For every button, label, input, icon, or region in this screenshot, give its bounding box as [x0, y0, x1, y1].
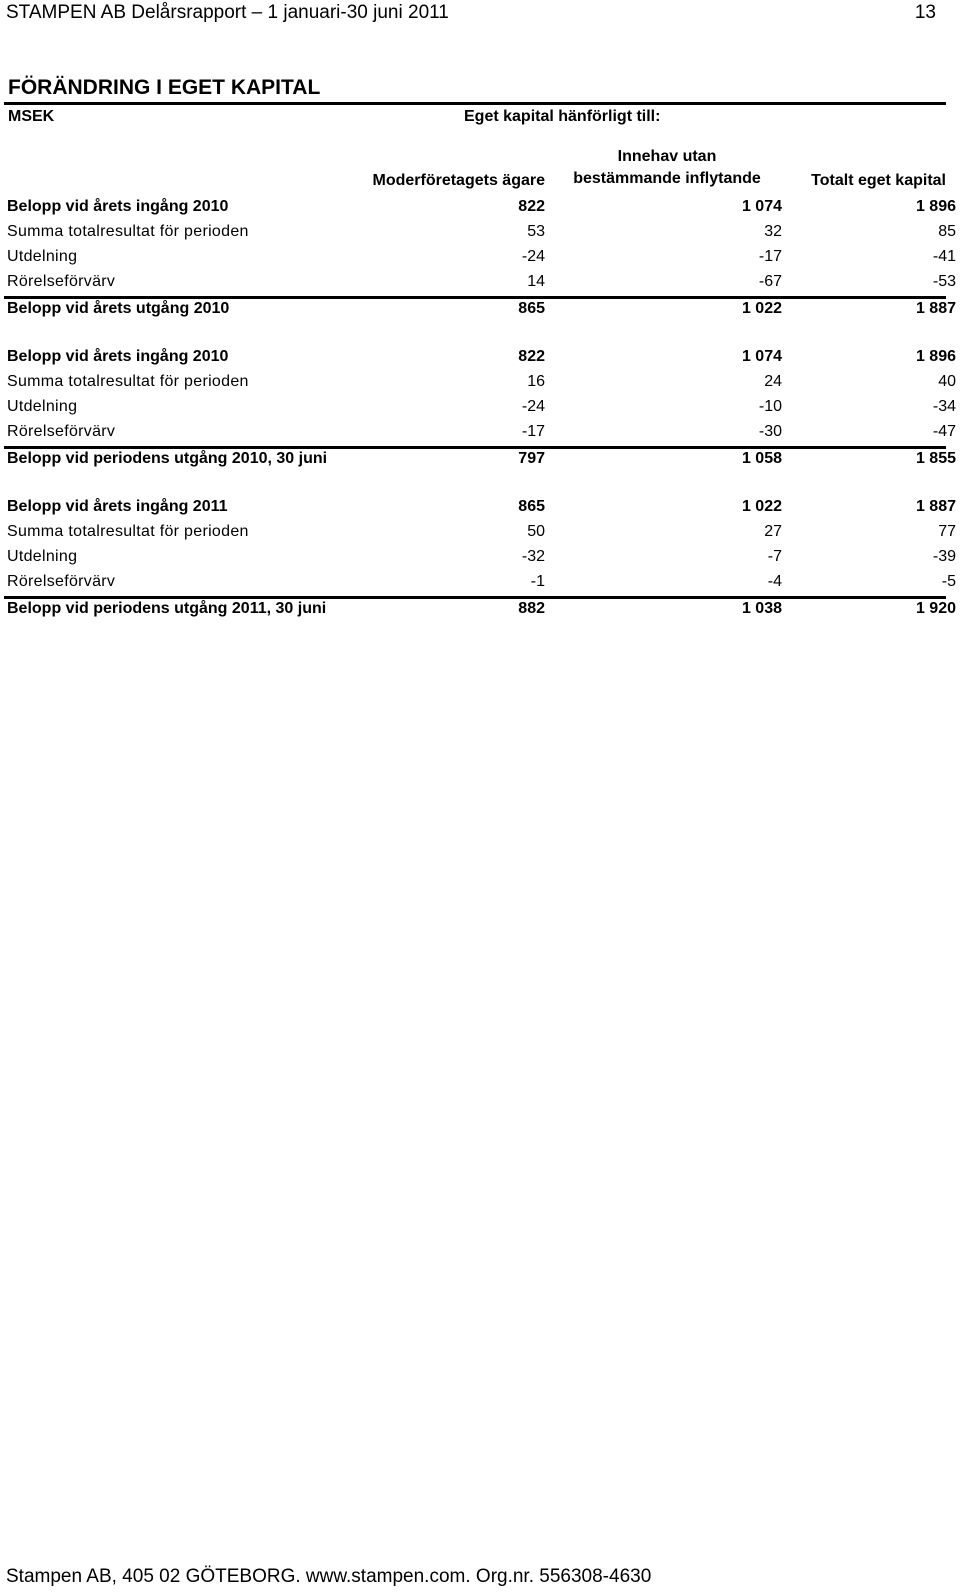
row-label: Belopp vid årets ingång 2010	[7, 198, 229, 215]
table-row-closing	[4, 596, 956, 621]
row-value-minority: -30	[758, 423, 782, 440]
row-label: Belopp vid årets ingång 2011	[7, 498, 228, 515]
table-row	[0, 346, 960, 371]
row-label: Belopp vid årets ingång 2010	[7, 348, 229, 365]
row-value-minority: 24	[764, 373, 782, 390]
table-row-closing	[4, 296, 956, 321]
section-top-rule	[4, 102, 946, 105]
page-number: 13	[914, 2, 936, 23]
row-value-minority: 27	[764, 523, 782, 540]
equity-table	[0, 196, 960, 621]
row-label: Rörelseförvärv	[7, 273, 116, 290]
column-header-minority	[558, 146, 776, 190]
row-label: Rörelseförvärv	[7, 423, 116, 440]
row-value-minority: -67	[758, 273, 782, 290]
row-label: Summa totalresultat för perioden	[7, 223, 249, 240]
row-value-total: -34	[932, 398, 956, 415]
unit-label: MSEK	[8, 108, 55, 125]
row-value-minority: -4	[767, 573, 782, 590]
row-value-parent: -1	[530, 573, 545, 590]
row-value-parent: -24	[521, 248, 545, 265]
table-row	[0, 571, 960, 596]
row-value-parent: 865	[518, 498, 545, 515]
column-header-minority-line1: Innehav utan	[617, 148, 717, 165]
column-header-total: Totalt eget kapital	[811, 172, 946, 189]
column-header-minority-line2: bestämmande inflytande	[573, 170, 761, 187]
row-value-parent: 822	[518, 198, 545, 215]
table-row	[0, 246, 960, 271]
row-value-minority: -7	[767, 548, 782, 565]
table-row	[0, 196, 960, 221]
page-footer: Stampen AB, 405 02 GÖTEBORG. www.stampen.com. Org.nr. 556308-4630	[6, 1566, 652, 1587]
row-value-total: -41	[932, 248, 956, 265]
row-label: Belopp vid periodens utgång 2011, 30 juni	[7, 600, 327, 617]
row-value-parent: 865	[518, 300, 545, 317]
table-row	[0, 396, 960, 421]
row-label: Rörelseförvärv	[7, 573, 116, 590]
row-value-minority: 1 022	[741, 498, 782, 515]
row-value-total: 85	[938, 223, 956, 240]
row-value-minority: 1 022	[741, 300, 782, 317]
row-value-minority: 1 074	[741, 348, 782, 365]
table-row	[0, 521, 960, 546]
table-row	[0, 496, 960, 521]
row-value-minority: -17	[758, 248, 782, 265]
row-label: Summa totalresultat för perioden	[7, 523, 249, 540]
row-value-total: 1 896	[915, 198, 956, 215]
row-value-parent: 882	[518, 600, 545, 617]
row-value-total: -47	[932, 423, 956, 440]
row-label: Utdelning	[7, 248, 78, 265]
row-value-total: 1 896	[915, 348, 956, 365]
table-row	[0, 271, 960, 296]
row-value-parent: 14	[527, 273, 545, 290]
row-label: Utdelning	[7, 548, 78, 565]
row-label: Belopp vid årets utgång 2010	[7, 300, 230, 317]
row-value-minority: -10	[758, 398, 782, 415]
row-value-parent: 16	[527, 373, 545, 390]
table-row-closing	[4, 446, 956, 471]
row-value-total: -53	[932, 273, 956, 290]
row-value-minority: 1 038	[741, 600, 782, 617]
row-value-parent: 797	[518, 450, 545, 467]
row-value-parent: 50	[527, 523, 545, 540]
row-value-minority: 32	[764, 223, 782, 240]
row-value-total: 77	[938, 523, 956, 540]
row-value-total: 1 855	[915, 450, 956, 467]
row-value-minority: 1 058	[741, 450, 782, 467]
row-value-total: 1 887	[915, 498, 956, 515]
row-label: Summa totalresultat för perioden	[7, 373, 249, 390]
row-value-total: -5	[941, 573, 956, 590]
table-row	[0, 221, 960, 246]
row-label: Belopp vid periodens utgång 2010, 30 juni	[7, 450, 328, 467]
group-header: Eget kapital hänförligt till:	[464, 108, 661, 125]
row-value-parent: -24	[521, 398, 545, 415]
section-title: FÖRÄNDRING I EGET KAPITAL	[8, 76, 321, 99]
row-value-total: 40	[938, 373, 956, 390]
report-header-title: STAMPEN AB Delårsrapport – 1 januari-30 juni 2011	[6, 2, 449, 23]
table-row	[0, 421, 960, 446]
table-row	[0, 371, 960, 396]
row-value-parent: 53	[527, 223, 545, 240]
row-value-parent: 822	[518, 348, 545, 365]
row-value-total: -39	[932, 548, 956, 565]
row-value-total: 1 920	[915, 600, 956, 617]
column-header-parent: Moderföretagets ägare	[372, 172, 545, 189]
table-row	[0, 546, 960, 571]
row-value-parent: -32	[521, 548, 545, 565]
row-value-parent: -17	[521, 423, 545, 440]
row-value-minority: 1 074	[741, 198, 782, 215]
row-label: Utdelning	[7, 398, 78, 415]
row-value-total: 1 887	[915, 300, 956, 317]
